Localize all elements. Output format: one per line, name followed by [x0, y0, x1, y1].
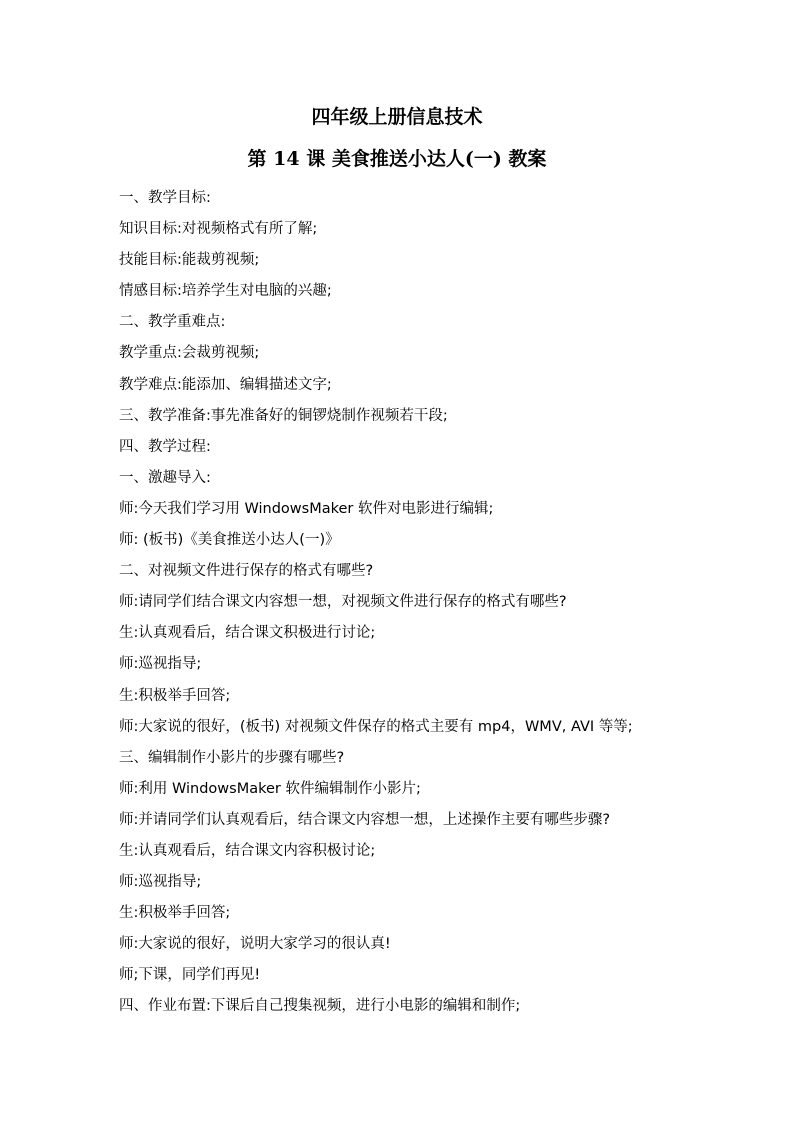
- text-line: 三、编辑制作小影片的步骤有哪些?: [119, 749, 345, 766]
- text-line: 四、教学过程:: [119, 438, 211, 455]
- text-line: 教学重点:会裁剪视频;: [119, 345, 260, 362]
- text-line: 师:请同学们结合课文内容想一想，对视频文件进行保存的格式有哪些?: [119, 594, 567, 611]
- text-line: 师:巡视指导;: [119, 874, 202, 891]
- text-line: 教学难点:能添加、编辑描述文字;: [119, 376, 332, 393]
- document-title: 四年级上册信息技术: [311, 106, 483, 128]
- text-line: 二、对视频文件进行保存的格式有哪些?: [119, 563, 374, 580]
- text-line: 三、教学准备:事先准备好的铜锣烧制作视频若干段;: [119, 407, 448, 424]
- text-line: 一、激趣导入:: [119, 469, 211, 486]
- text-line: 生:积极举手回答;: [119, 687, 231, 704]
- text-line: 师:巡视指导;: [119, 656, 202, 673]
- text-line: 生:积极举手回答;: [119, 905, 231, 922]
- text-line: 师:大家说的很好，说明大家学习的很认真!: [119, 936, 391, 953]
- text-line: 四、作业布置:下课后自己搜集视频，进行小电影的编辑和制作;: [119, 998, 521, 1015]
- text-line: 师:大家说的很好，(板书) 对视频文件保存的格式主要有 mp4，WMV, AVI 等等;: [119, 718, 633, 735]
- text-line: 师;下课，同学们再见!: [119, 967, 261, 984]
- text-line: 知识目标:对视频格式有所了解;: [119, 221, 318, 238]
- text-line: 情感目标:培养学生对电脑的兴趣;: [119, 283, 332, 300]
- text-line: 师:利用 WindowsMaker 软件编辑制作小影片;: [119, 780, 421, 797]
- text-line: 技能目标:能裁剪视频;: [119, 252, 260, 269]
- text-line: 师:并请同学们认真观看后，结合课文内容想一想，上述操作主要有哪些步骤?: [119, 811, 611, 828]
- text-line: 师: (板书)《美食推送小达人(一)》: [119, 532, 340, 549]
- lesson-title: 第 14 课 美食推送小达人(一) 教案: [247, 148, 547, 170]
- text-line: 师:今天我们学习用 WindowsMaker 软件对电影进行编辑;: [119, 500, 494, 517]
- text-line: 生:认真观看后，结合课文内容积极讨论;: [119, 842, 376, 859]
- lesson-plan-body: [119, 183, 739, 1023]
- text-line: 一、教学目标:: [119, 190, 211, 206]
- text-line: 二、教学重难点:: [119, 314, 226, 331]
- text-line: 生:认真观看后，结合课文积极进行讨论;: [119, 625, 376, 642]
